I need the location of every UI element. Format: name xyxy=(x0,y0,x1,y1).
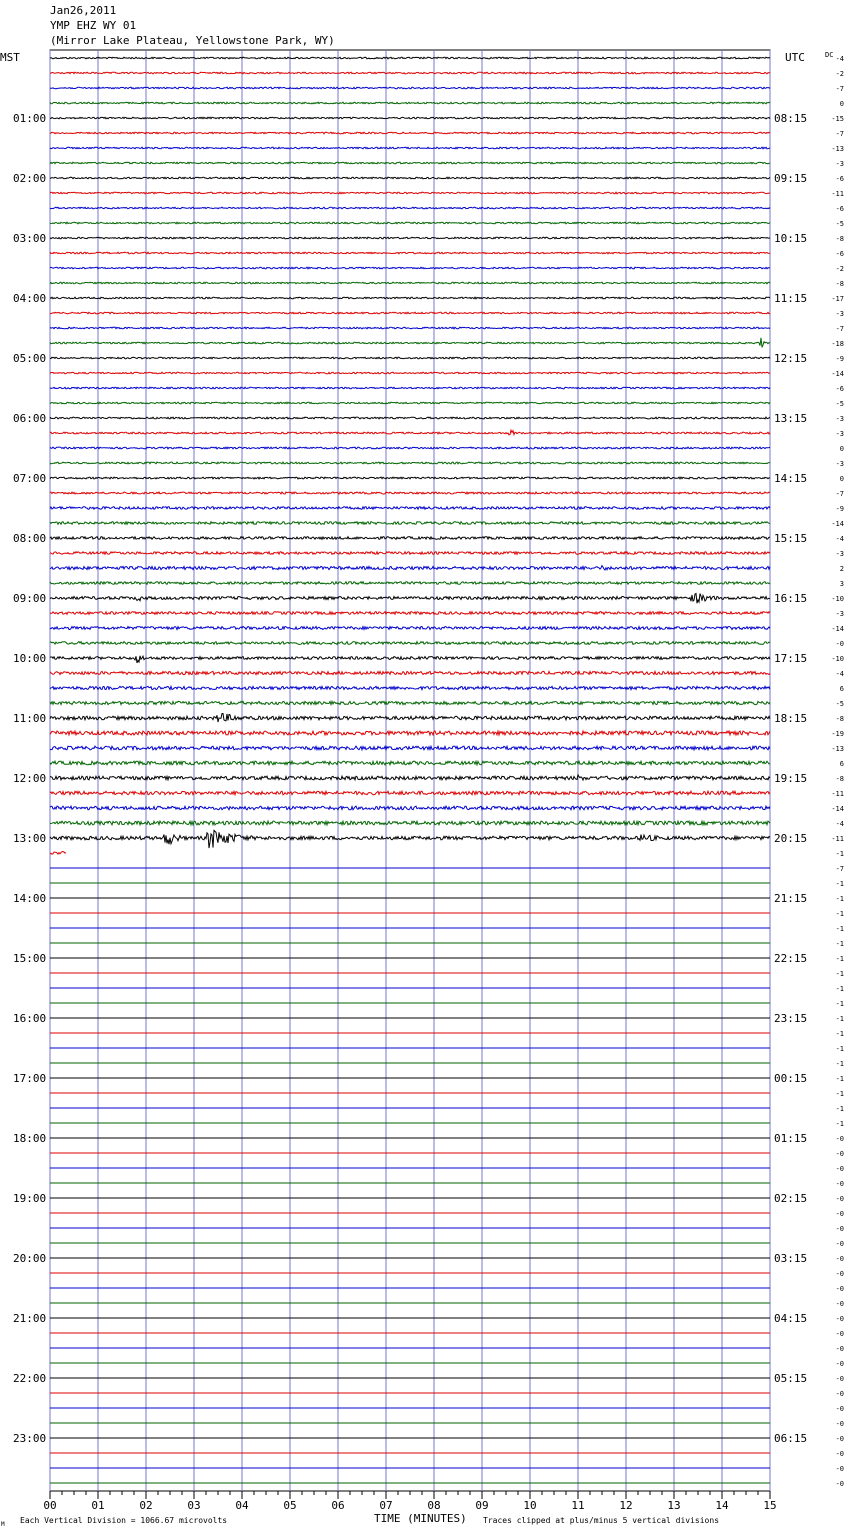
left-hour-label: 12:00 xyxy=(13,772,47,785)
dc-offset-value: -1 xyxy=(835,1090,844,1098)
left-hour-label: 06:00 xyxy=(13,412,47,425)
dc-offset-value: -1 xyxy=(835,1000,844,1008)
dc-offset-value: -6 xyxy=(835,250,844,258)
dc-offset-value: 6 xyxy=(839,760,844,768)
seismic-trace xyxy=(50,656,770,663)
dc-offset-value: -0 xyxy=(835,1225,844,1233)
seismic-trace xyxy=(50,775,770,780)
right-hour-label: 19:15 xyxy=(774,772,808,785)
seismic-trace xyxy=(50,852,66,855)
seismic-trace xyxy=(50,552,770,555)
right-hour-label: 20:15 xyxy=(774,832,808,845)
dc-offset-value: -5 xyxy=(835,220,844,228)
left-hour-label: 03:00 xyxy=(13,232,47,245)
dc-offset-value: -19 xyxy=(831,730,844,738)
dc-offset-value: -3 xyxy=(835,415,844,423)
x-tick-label: 03 xyxy=(187,1499,201,1512)
seismic-trace xyxy=(50,701,770,704)
seismic-trace xyxy=(50,297,770,299)
right-hour-label: 11:15 xyxy=(774,292,808,305)
seismic-trace xyxy=(50,761,770,765)
dc-offset-value: -3 xyxy=(835,160,844,168)
seismic-trace xyxy=(50,830,770,848)
left-hour-label: 05:00 xyxy=(13,352,47,365)
dc-offset-value: -0 xyxy=(835,1195,844,1203)
dc-offset-value: -7 xyxy=(835,130,844,138)
right-hour-label: 01:15 xyxy=(774,1132,808,1145)
dc-offset-value: -14 xyxy=(831,805,844,813)
scale-footnote: Each Vertical Division = 1066.67 microvolts xyxy=(20,1516,228,1525)
dc-offset-value: -11 xyxy=(831,790,844,798)
dc-offset-value: 0 xyxy=(839,100,844,108)
axis-labels xyxy=(0,51,844,1528)
dc-offset-value: -0 xyxy=(835,1255,844,1263)
station-code: YMP EHZ WY 01 xyxy=(50,19,137,32)
seismic-trace xyxy=(50,417,770,419)
dc-offset-value: -6 xyxy=(835,385,844,393)
seismic-trace xyxy=(50,612,770,615)
dc-offset-value: -1 xyxy=(835,1075,844,1083)
right-hour-label: 23:15 xyxy=(774,1012,808,1025)
left-hour-label: 17:00 xyxy=(13,1072,47,1085)
dc-offset-value: -0 xyxy=(835,1360,844,1368)
dc-offset-value: -4 xyxy=(835,535,844,543)
seismic-trace xyxy=(50,791,770,795)
dc-offset-value: -7 xyxy=(835,325,844,333)
x-tick-label: 15 xyxy=(763,1499,777,1512)
dc-offset-value: -2 xyxy=(835,265,844,273)
seismic-trace xyxy=(50,327,770,329)
left-hour-label: 15:00 xyxy=(13,952,47,965)
corner-mark: M xyxy=(1,1521,5,1528)
dc-offset-header: DC xyxy=(825,51,834,59)
dc-offset-value: -0 xyxy=(835,1405,844,1413)
dc-offset-value: 2 xyxy=(839,565,844,573)
dc-offset-value: -4 xyxy=(835,820,844,828)
right-hour-label: 03:15 xyxy=(774,1252,808,1265)
seismic-trace xyxy=(50,102,770,104)
x-tick-label: 10 xyxy=(523,1499,537,1512)
seismic-trace xyxy=(50,566,770,570)
left-hour-label: 14:00 xyxy=(13,892,47,905)
seismic-trace xyxy=(50,806,770,810)
dc-offset-value: -1 xyxy=(835,895,844,903)
dc-offset-value: -1 xyxy=(835,1030,844,1038)
dc-offset-value: -14 xyxy=(831,625,844,633)
right-timezone-label: UTC xyxy=(785,51,805,64)
dc-offset-value: -8 xyxy=(835,715,844,723)
dc-offset-value: -0 xyxy=(835,1300,844,1308)
dc-offset-value: -0 xyxy=(835,1285,844,1293)
seismic-trace xyxy=(50,447,770,449)
dc-offset-value: 0 xyxy=(839,445,844,453)
dc-offset-value: -3 xyxy=(835,430,844,438)
dc-offset-value: -1 xyxy=(835,1120,844,1128)
x-tick-label: 04 xyxy=(235,1499,249,1512)
x-tick-label: 11 xyxy=(571,1499,585,1512)
left-hour-label: 08:00 xyxy=(13,532,47,545)
seismic-trace xyxy=(50,402,770,404)
dc-offset-value: -0 xyxy=(835,1345,844,1353)
left-hour-label: 10:00 xyxy=(13,652,47,665)
left-hour-label: 19:00 xyxy=(13,1192,47,1205)
seismic-trace xyxy=(50,430,770,435)
seismic-trace xyxy=(50,162,770,164)
x-tick-label: 00 xyxy=(43,1499,57,1512)
dc-offset-value: -11 xyxy=(831,190,844,198)
dc-offset-value: -0 xyxy=(835,1375,844,1383)
left-hour-label: 02:00 xyxy=(13,172,47,185)
x-tick-label: 13 xyxy=(667,1499,681,1512)
dc-offset-value: -0 xyxy=(835,1210,844,1218)
dc-offset-value: -5 xyxy=(835,400,844,408)
right-hour-label: 02:15 xyxy=(774,1192,808,1205)
dc-offset-value: -4 xyxy=(835,55,844,63)
seismic-trace xyxy=(50,582,770,585)
seismic-trace xyxy=(50,252,770,254)
right-hour-label: 18:15 xyxy=(774,712,808,725)
dc-offset-value: -3 xyxy=(835,460,844,468)
x-tick-label: 06 xyxy=(331,1499,345,1512)
seismic-trace xyxy=(50,87,770,89)
seismic-trace xyxy=(50,507,770,510)
dc-offset-value: -11 xyxy=(831,835,844,843)
right-hour-label: 12:15 xyxy=(774,352,808,365)
x-tick-label: 08 xyxy=(427,1499,441,1512)
time-grid xyxy=(50,50,770,1499)
right-hour-label: 22:15 xyxy=(774,952,808,965)
dc-offset-value: -14 xyxy=(831,370,844,378)
dc-offset-value: -4 xyxy=(835,670,844,678)
dc-offset-value: -13 xyxy=(831,145,844,153)
dc-offset-value: -1 xyxy=(835,985,844,993)
dc-offset-value: -2 xyxy=(835,70,844,78)
dc-offset-value: -0 xyxy=(835,1480,844,1488)
seismic-trace xyxy=(50,627,770,630)
record-date: Jan26,2011 xyxy=(50,4,117,17)
dc-offset-value: -1 xyxy=(835,1045,844,1053)
dc-offset-value: -0 xyxy=(835,1435,844,1443)
dc-offset-value: -1 xyxy=(835,850,844,858)
dc-offset-value: -0 xyxy=(835,1465,844,1473)
plot-frame xyxy=(50,50,770,1491)
seismic-trace xyxy=(50,477,770,479)
dc-offset-value: 6 xyxy=(839,685,844,693)
left-hour-label: 09:00 xyxy=(13,592,47,605)
seismic-trace xyxy=(50,207,770,209)
right-hour-label: 15:15 xyxy=(774,532,808,545)
seismic-trace xyxy=(50,714,770,723)
dc-offset-value: -7 xyxy=(835,865,844,873)
seismic-trace xyxy=(50,222,770,224)
right-hour-label: 13:15 xyxy=(774,412,808,425)
left-hour-label: 22:00 xyxy=(13,1372,47,1385)
right-hour-label: 05:15 xyxy=(774,1372,808,1385)
right-hour-label: 00:15 xyxy=(774,1072,808,1085)
left-hour-label: 18:00 xyxy=(13,1132,47,1145)
right-hour-label: 14:15 xyxy=(774,472,808,485)
dc-offset-value: -0 xyxy=(835,640,844,648)
x-tick-label: 05 xyxy=(283,1499,297,1512)
dc-offset-value: -0 xyxy=(835,1450,844,1458)
left-hour-label: 16:00 xyxy=(13,1012,47,1025)
seismic-trace xyxy=(50,642,770,645)
left-hour-label: 13:00 xyxy=(13,832,47,845)
seismic-trace xyxy=(50,132,770,134)
dc-offset-value: -17 xyxy=(831,295,844,303)
dc-offset-value: -6 xyxy=(835,205,844,213)
x-tick-label: 09 xyxy=(475,1499,489,1512)
seismic-trace xyxy=(50,522,770,525)
dc-offset-value: -1 xyxy=(835,940,844,948)
seismic-trace xyxy=(50,282,770,284)
seismic-trace xyxy=(50,821,770,825)
dc-offset-value: 0 xyxy=(839,475,844,483)
dc-offset-value: -0 xyxy=(835,1180,844,1188)
seismic-trace xyxy=(50,492,770,494)
seismic-trace xyxy=(50,338,770,348)
seismic-trace xyxy=(50,731,770,735)
dc-offset-value: -0 xyxy=(835,1150,844,1158)
seismic-trace xyxy=(50,192,770,194)
left-hour-label: 11:00 xyxy=(13,712,47,725)
right-hour-label: 10:15 xyxy=(774,232,808,245)
seismic-trace xyxy=(50,746,770,750)
seismic-trace xyxy=(50,72,770,74)
dc-offset-value: -18 xyxy=(831,340,844,348)
dc-offset-value: -1 xyxy=(835,955,844,963)
left-hour-label: 04:00 xyxy=(13,292,47,305)
seismic-traces xyxy=(50,57,770,1483)
right-hour-label: 04:15 xyxy=(774,1312,808,1325)
dc-offset-value: -0 xyxy=(835,1165,844,1173)
dc-offset-value: -8 xyxy=(835,280,844,288)
left-timezone-label: MST xyxy=(0,51,20,64)
dc-offset-value: -3 xyxy=(835,310,844,318)
dc-offset-value: -8 xyxy=(835,235,844,243)
dc-offset-value: -5 xyxy=(835,700,844,708)
x-tick-label: 01 xyxy=(91,1499,105,1512)
x-tick-label: 12 xyxy=(619,1499,633,1512)
dc-offset-value: -3 xyxy=(835,550,844,558)
dc-offset-value: -9 xyxy=(835,505,844,513)
right-hour-label: 08:15 xyxy=(774,112,808,125)
dc-offset-value: -1 xyxy=(835,1105,844,1113)
x-tick-label: 07 xyxy=(379,1499,393,1512)
dc-offset-value: -8 xyxy=(835,775,844,783)
dc-offset-value: -9 xyxy=(835,355,844,363)
seismic-trace xyxy=(50,147,770,149)
seismic-trace xyxy=(50,237,770,239)
dc-offset-value: -1 xyxy=(835,970,844,978)
seismic-trace xyxy=(50,671,770,674)
seismic-trace xyxy=(50,462,770,464)
right-hour-label: 16:15 xyxy=(774,592,808,605)
dc-offset-value: -1 xyxy=(835,1060,844,1068)
dc-offset-value: -1 xyxy=(835,925,844,933)
right-hour-label: 21:15 xyxy=(774,892,808,905)
dc-offset-value: -1 xyxy=(835,880,844,888)
dc-offset-value: -6 xyxy=(835,175,844,183)
dc-offset-value: -0 xyxy=(835,1270,844,1278)
right-hour-label: 17:15 xyxy=(774,652,808,665)
seismic-trace xyxy=(50,686,770,689)
station-location: (Mirror Lake Plateau, Yellowstone Park, WY) xyxy=(50,34,335,47)
seismic-trace xyxy=(50,177,770,179)
x-tick-label: 14 xyxy=(715,1499,729,1512)
right-hour-label: 09:15 xyxy=(774,172,808,185)
seismic-trace xyxy=(50,537,770,540)
seismic-trace xyxy=(50,387,770,389)
left-hour-label: 21:00 xyxy=(13,1312,47,1325)
dc-offset-value: -0 xyxy=(835,1330,844,1338)
dc-offset-value: -0 xyxy=(835,1390,844,1398)
dc-offset-value: -7 xyxy=(835,85,844,93)
seismic-trace xyxy=(50,372,770,374)
dc-offset-value: -1 xyxy=(835,1015,844,1023)
dc-offset-value: -0 xyxy=(835,1135,844,1143)
seismic-trace xyxy=(50,267,770,269)
left-hour-label: 07:00 xyxy=(13,472,47,485)
left-hour-label: 01:00 xyxy=(13,112,47,125)
dc-offset-value: -10 xyxy=(831,595,844,603)
dc-offset-value: -10 xyxy=(831,655,844,663)
left-hour-label: 23:00 xyxy=(13,1432,47,1445)
dc-offset-value: -13 xyxy=(831,745,844,753)
dc-offset-value: -3 xyxy=(835,610,844,618)
dc-offset-value: -0 xyxy=(835,1240,844,1248)
dc-offset-value: -15 xyxy=(831,115,844,123)
seismic-trace xyxy=(50,593,770,603)
right-hour-label: 06:15 xyxy=(774,1432,808,1445)
dc-offset-value: -14 xyxy=(831,520,844,528)
dc-offset-value: -0 xyxy=(835,1315,844,1323)
dc-offset-value: -7 xyxy=(835,490,844,498)
left-hour-label: 20:00 xyxy=(13,1252,47,1265)
seismic-trace xyxy=(50,57,770,59)
seismic-trace xyxy=(50,117,770,119)
clipping-footnote: Traces clipped at plus/minus 5 vertical divisions xyxy=(483,1516,720,1525)
dc-offset-value: 3 xyxy=(839,580,844,588)
dc-offset-value: -1 xyxy=(835,910,844,918)
seismic-trace xyxy=(50,312,770,314)
seismic-trace xyxy=(50,357,770,359)
dc-offset-value: -0 xyxy=(835,1420,844,1428)
x-axis-title: TIME (MINUTES) xyxy=(374,1512,467,1525)
x-tick-label: 02 xyxy=(139,1499,153,1512)
